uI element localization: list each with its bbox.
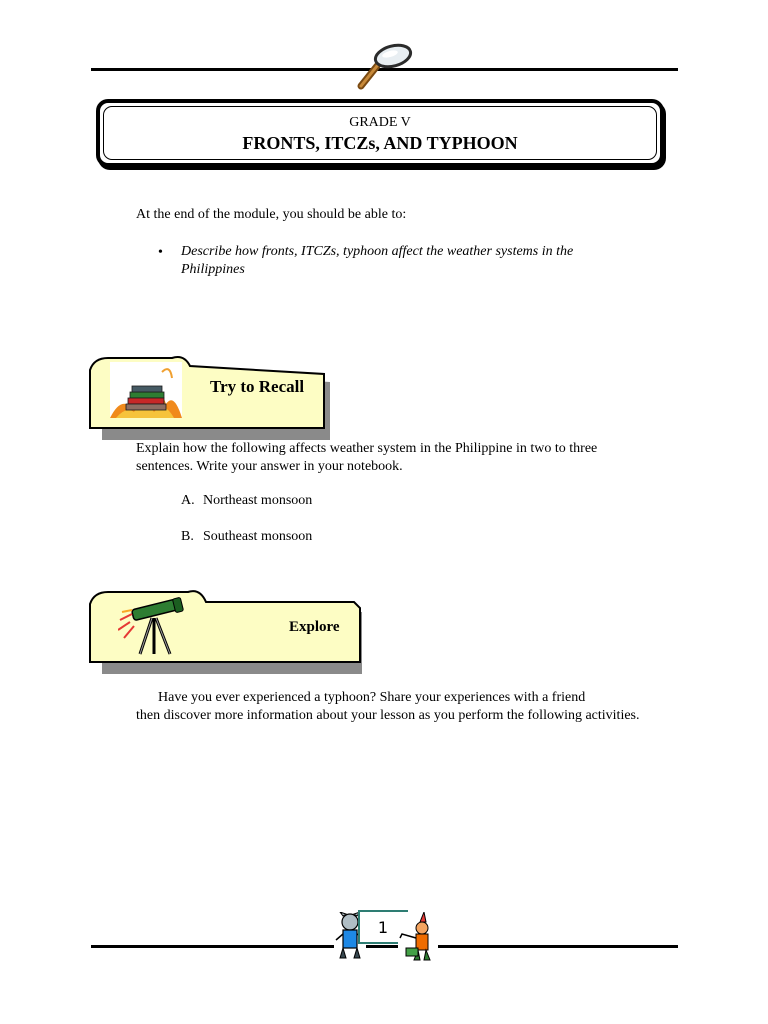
explore-paragraph-line2: then discover more information about your lesson as you perform the following activities. [136,708,640,723]
telescope-icon [118,592,188,656]
recall-item-text: Northeast monsoon [203,493,313,508]
explore-heading: Explore [289,619,340,635]
grade-label: GRADE V [349,115,411,130]
bottom-rule [91,945,678,948]
recall-item-text: Southeast monsoon [203,529,313,544]
objectives-intro: At the end of the module, you should be able to: [136,207,407,222]
magnifying-glass-icon [355,42,417,92]
page-number: 1 [377,918,389,937]
mascot-right-icon [398,912,438,962]
lesson-title: FRONTS, ITCZs, AND TYPHOON [242,133,518,153]
bullet-icon: • [158,245,163,260]
recall-item-letter: A. [181,493,195,508]
books-on-fire-icon [110,362,182,418]
recall-instructions: Explain how the following affects weather system in the Philippine in two to three sentences. Write your answer in your notebook. [136,441,598,474]
recall-item-letter: B. [181,529,194,544]
title-box [96,99,664,167]
explore-paragraph-line1: Have you ever experienced a typhoon? Share your experiences with a friend [158,690,586,705]
try-to-recall-heading: Try to Recall [210,377,305,396]
objective-item: Describe how fronts, ITCZs, typhoon affect the weather systems in the Philippines [181,244,574,277]
